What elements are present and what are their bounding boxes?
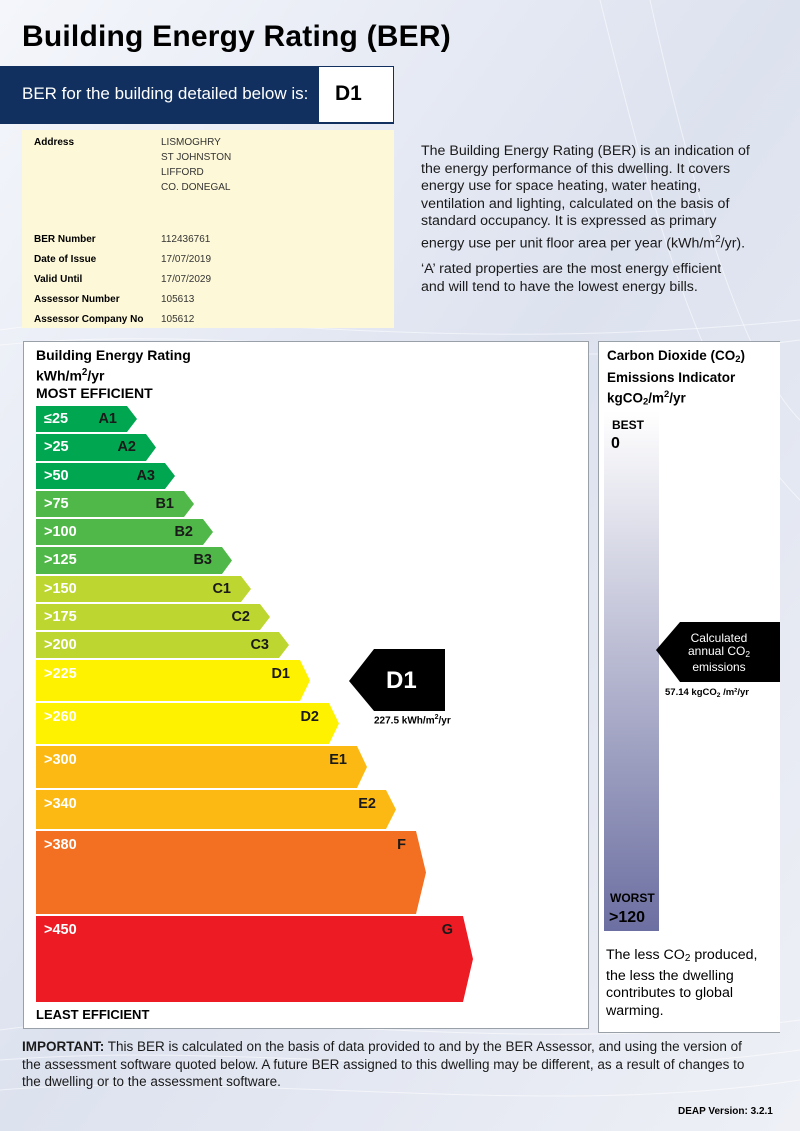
deap-version: DEAP Version: 3.2.1 xyxy=(678,1106,773,1117)
ber-number-label: BER Number xyxy=(34,234,96,245)
band-threshold: >450 xyxy=(44,922,77,938)
scale-heading-title: Building Energy Rating xyxy=(36,347,191,363)
intro-line: standard occupancy. It is expressed as primary xyxy=(421,213,717,229)
intro-line: ‘A’ rated properties are the most energy efficient xyxy=(421,261,722,277)
co2-worst-value: >120 xyxy=(609,909,646,926)
band-threshold: >150 xyxy=(44,580,77,597)
rating-indicator-value: 227.5 kWh/$m^2/yr$ xyxy=(374,714,451,727)
band-threshold: >50 xyxy=(44,467,69,484)
co2-indicator-text xyxy=(680,632,758,674)
rating-indicator-label: D1 xyxy=(386,667,417,694)
band-threshold: >260 xyxy=(44,709,77,725)
band-threshold: ≤25 xyxy=(44,410,69,427)
band-code: B2 xyxy=(174,523,193,540)
intro-line: ventilation and lighting, calculated on the basis of xyxy=(421,195,730,212)
assessor-number-value: 105613 xyxy=(161,294,195,305)
address-line: ST JOHNSTON xyxy=(161,152,232,163)
co2-footer-text: The less $CO_2$ produced, the less the dwelling contributes to global warming. xyxy=(606,947,758,1019)
band-code: E1 xyxy=(329,752,347,768)
co2-indicator-line: Calculated xyxy=(690,631,748,645)
valid-until-value: 17/07/2029 xyxy=(161,274,212,285)
intro-line: the energy performance of this dwelling. It covers xyxy=(421,160,731,177)
ber-bar-label: BER for the building detailed below is: xyxy=(22,84,309,103)
co2-heading-title: Carbon Dioxide $(CO_2)$ xyxy=(607,348,746,365)
band-threshold: >225 xyxy=(44,666,77,682)
band-code: B1 xyxy=(155,495,174,512)
band-threshold: >200 xyxy=(44,636,77,653)
least-efficient-label: LEAST EFFICIENT xyxy=(36,1007,150,1022)
co2-best-value: 0 xyxy=(611,435,620,452)
co2-indicator-value: 57.14 kgCO$_2$ /m²/yr xyxy=(665,687,749,699)
band-code: E2 xyxy=(358,796,376,812)
band-code: D1 xyxy=(271,666,290,682)
co2-heading-subtitle: Emissions Indicator xyxy=(607,369,736,385)
band-threshold: >380 xyxy=(44,837,77,853)
co2-heading xyxy=(607,347,745,411)
band-code: C3 xyxy=(250,636,269,653)
date-of-issue-label: Date of Issue xyxy=(34,254,97,265)
band-threshold: >300 xyxy=(44,752,77,768)
date-of-issue-value: 17/07/2019 xyxy=(161,254,212,265)
important-notice xyxy=(22,1038,762,1091)
band-threshold: >175 xyxy=(44,608,77,625)
band-threshold: >25 xyxy=(44,439,69,455)
important-label: IMPORTANT: xyxy=(22,1039,105,1054)
co2-worst-label: WORST xyxy=(610,891,655,905)
most-efficient-label: MOST EFFICIENT xyxy=(36,384,153,401)
band-code: D2 xyxy=(300,709,319,725)
intro-line: energy use per unit floor area per year $(kWh/m^2/yr)$. xyxy=(421,233,746,252)
co2-indicator-line: emissions xyxy=(692,660,746,674)
co2-scale-bar xyxy=(604,411,659,931)
band-threshold: >75 xyxy=(44,495,69,512)
address-label: Address xyxy=(34,137,75,148)
band-threshold: >100 xyxy=(44,523,77,540)
band-code: F xyxy=(397,837,406,853)
band-code: B3 xyxy=(193,552,212,568)
intro-line: energy use for space heating, water heating, xyxy=(421,178,701,194)
page-title: Building Energy Rating (BER) xyxy=(22,20,451,53)
band-threshold: >125 xyxy=(44,552,77,568)
important-text: This BER is calculated on the basis of data provided to and by the BER Assessor, and using the version of the assessment software quoted below. A future BER assigned to this dwelling may be different, as a result of changes to the dwelling or to the assessment software. xyxy=(22,1039,745,1089)
band-code: C2 xyxy=(231,608,250,625)
assessor-company-value: 105612 xyxy=(161,314,195,325)
band-threshold: >340 xyxy=(44,796,77,812)
assessor-company-label: Assessor Company No xyxy=(34,314,144,325)
scale-heading-unit: kWh/$m^2/yr$ xyxy=(36,367,105,384)
band-code: A1 xyxy=(98,410,117,427)
address-line: LIFFORD xyxy=(161,167,204,178)
band-code: A2 xyxy=(117,439,136,455)
intro-line: The Building Energy Rating (BER) is an indication of xyxy=(421,143,750,159)
co2-best-label: BEST xyxy=(612,418,645,432)
intro-line: and will tend to have the lowest energy bills. xyxy=(421,278,698,295)
valid-until-label: Valid Until xyxy=(34,274,83,285)
assessor-number-label: Assessor Number xyxy=(34,294,120,305)
co2-heading-unit: $kgCO_2/m^2/yr$ xyxy=(607,389,686,408)
ber-rating-value: D1 xyxy=(335,82,362,105)
ber-number-value: 112436761 xyxy=(161,234,211,245)
band-code: C1 xyxy=(212,580,231,597)
band-code: A3 xyxy=(136,467,155,484)
address-line: CO. DONEGAL xyxy=(161,182,231,193)
band-code: G xyxy=(441,922,453,938)
address-line: LISMOGHRY xyxy=(161,137,221,148)
co2-indicator-line: annual $CO_2$ xyxy=(687,644,751,659)
